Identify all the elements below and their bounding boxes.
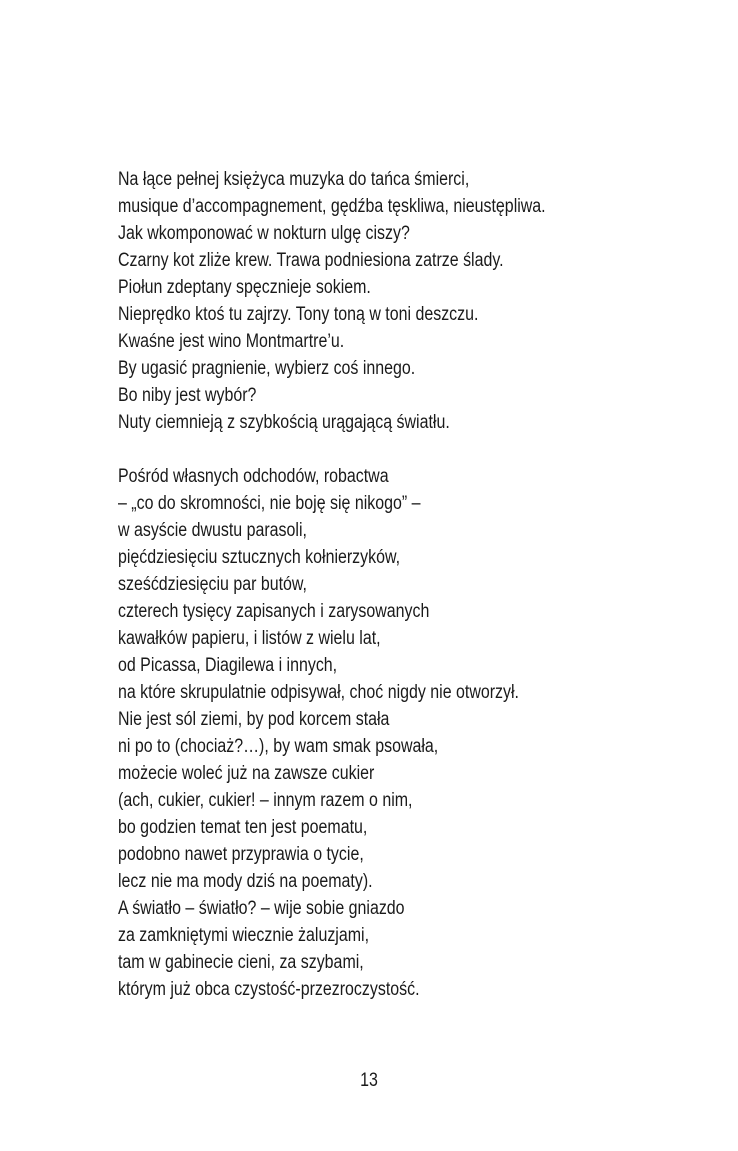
poem-line: możecie woleć już na zawsze cukier <box>118 763 375 784</box>
poem-line: Kwaśne jest wino Montmartre’u. <box>118 331 345 352</box>
stanza-2 <box>118 463 678 1003</box>
poem-line: A światło – światło? – wije sobie gniazdo <box>118 898 405 919</box>
stanza-1 <box>118 166 678 436</box>
poem-line: Nieprędko ktoś tu zajrzy. Tony toną w toni deszczu. <box>118 304 479 325</box>
poem-line: za zamkniętymi wiecznie żaluzjami, <box>118 925 370 946</box>
poem-line: (ach, cukier, cukier! – innym razem o nim, <box>118 790 413 811</box>
poem-line: Nie jest sól ziemi, by pod korcem stała <box>118 709 390 730</box>
poem-line: musique d’accompagnement, gędźba tęskliwa, nieustępliwa. <box>118 196 546 217</box>
poem-line: Nuty ciemnieją z szybkością urągającą światłu. <box>118 412 450 433</box>
poem-line: pięćdziesięciu sztucznych kołnierzyków, <box>118 547 401 568</box>
poem-line: Piołun zdeptany spęcznieje sokiem. <box>118 277 371 298</box>
poem-line: Czarny kot zliże krew. Trawa podniesiona zatrze ślady. <box>118 250 504 271</box>
poem-line: czterech tysięcy zapisanych i zarysowanych <box>118 601 430 622</box>
poem-line: lecz nie ma mody dziś na poematy). <box>118 871 373 892</box>
poem-line: na które skrupulatnie odpisywał, choć nigdy nie otworzył. <box>118 682 519 703</box>
poem-line: Jak wkomponować w nokturn ulgę ciszy? <box>118 223 410 244</box>
poem-line: tam w gabinecie cieni, za szybami, <box>118 952 364 973</box>
poem-line: w asyście dwustu parasoli, <box>118 520 307 541</box>
poem-line: bo godzien temat ten jest poematu, <box>118 817 368 838</box>
poem-line: sześćdziesięciu par butów, <box>118 574 307 595</box>
poem-line: podobno nawet przyprawia o tycie, <box>118 844 364 865</box>
poem-line: kawałków papieru, i listów z wielu lat, <box>118 628 381 649</box>
poem-line: którym już obca czystość-przezroczystość. <box>118 979 420 1000</box>
page-number: 13 <box>360 1070 378 1091</box>
poem-line: Na łące pełnej księżyca muzyka do tańca śmierci, <box>118 169 470 190</box>
poem-line: By ugasić pragnienie, wybierz coś innego. <box>118 358 416 379</box>
poem-line: ni po to (chociaż?…), by wam smak psowała, <box>118 736 439 757</box>
poem-text <box>118 166 678 1003</box>
poem-line: Pośród własnych odchodów, robactwa <box>118 466 389 487</box>
poem-line: od Picassa, Diagilewa i innych, <box>118 655 338 676</box>
poem-line: Bo niby jest wybór? <box>118 385 257 406</box>
poem-line: – „co do skromności, nie boję się nikogo” – <box>118 493 421 514</box>
